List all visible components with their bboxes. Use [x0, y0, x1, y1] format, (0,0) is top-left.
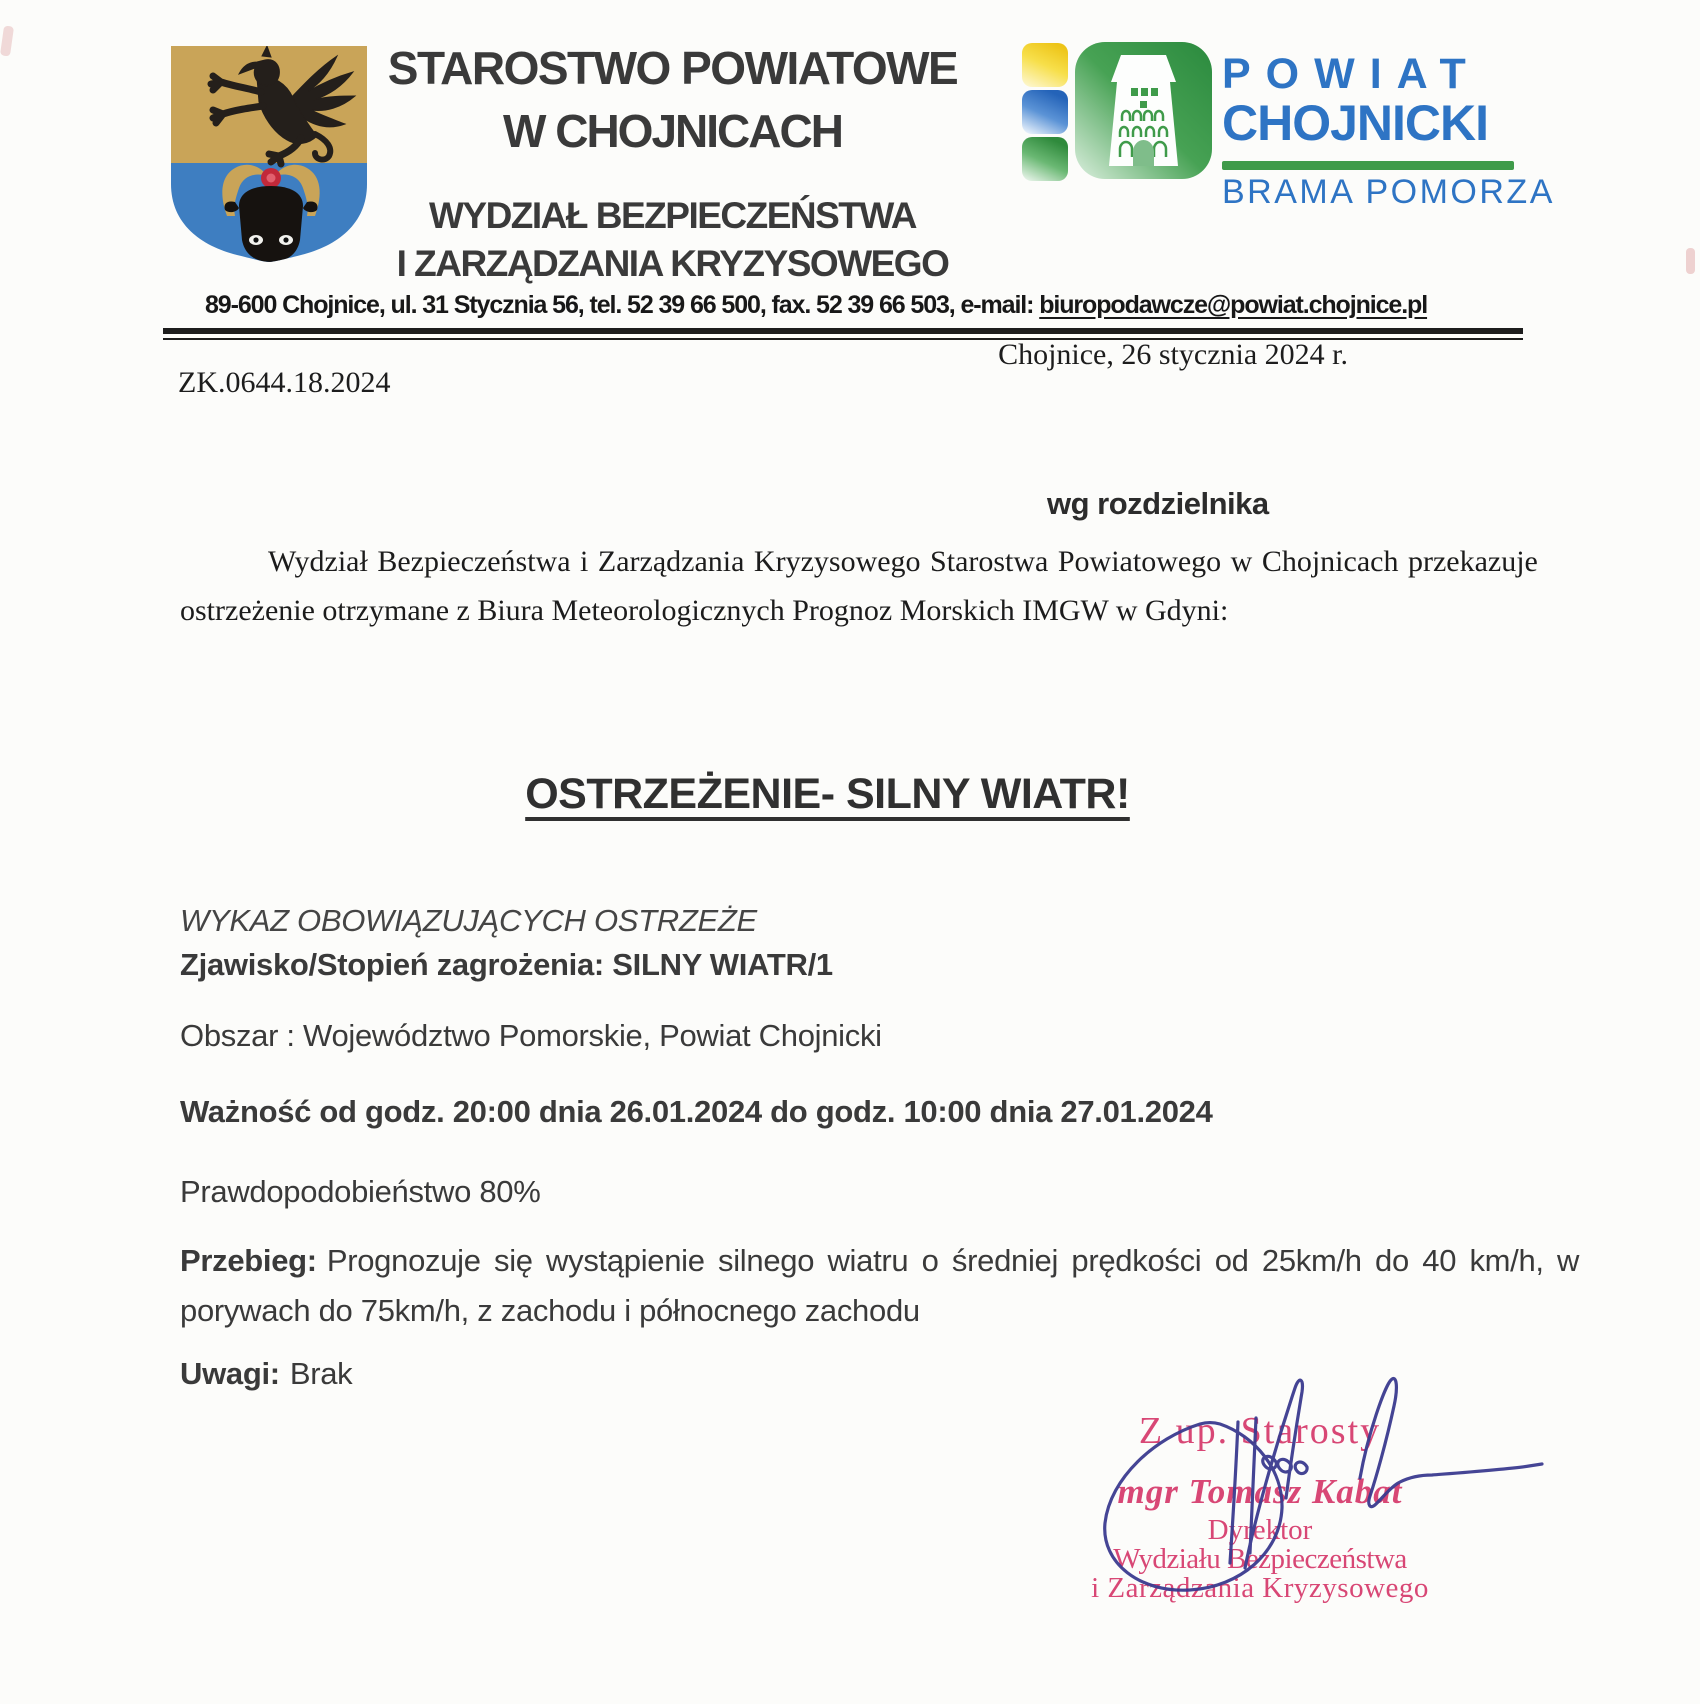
date-line: Chojnice, 26 stycznia 2024 r. [998, 338, 1348, 371]
course-line2: porywach do 75km/h, z zachodu i północnego zachodu [180, 1293, 920, 1328]
logo-name-line2: CHOJNICKI [1222, 95, 1489, 151]
distribution-note: wg rozdzielnika [1047, 486, 1269, 521]
validity-line: Ważność od godz. 20:00 dnia 26.01.2024 do godz. 10:00 dnia 27.01.2024 [180, 1094, 1213, 1129]
green-square-icon [1022, 137, 1068, 181]
email-address: biuropodawcze@powiat.chojnice.pl [1039, 291, 1428, 319]
stamp-position: Dyrektor [1207, 1514, 1313, 1546]
letterhead-titles [385, 42, 960, 284]
stamp-dept-line2: i Zarządzania Kryzysowego [1091, 1572, 1429, 1604]
course-text1: Prognozuje się wystąpienie silnego wiatru o średniej prędkości od 25km/h do 40 km/h, w [326, 1243, 1580, 1278]
logo-color-squares [1022, 43, 1068, 184]
scan-artifact-left [0, 25, 14, 56]
logo-tagline: BRAMA POMORZA [1222, 173, 1555, 211]
warning-list-header: WYKAZ OBOWIĄZUJĄCYCH OSTRZEŻE [180, 903, 757, 938]
yellow-square-icon [1022, 43, 1068, 87]
remarks-label: Uwagi: [180, 1356, 280, 1391]
blue-square-icon [1022, 90, 1068, 134]
course-label: Przebieg: [180, 1243, 317, 1278]
department-line1: WYDZIAŁ BEZPIECZEŃSTWA [428, 195, 917, 236]
coat-of-arms-icon [163, 44, 375, 262]
logo-green-bar [1222, 161, 1514, 170]
signature-icon [1080, 1358, 1600, 1608]
stamp-name: mgr Tomasz Kabat [1117, 1472, 1403, 1511]
warning-title: OSTRZEŻENIE- SILNY WIATR! [525, 770, 1130, 818]
office-name-line1: STAROSTWO POWIATOWE [387, 42, 958, 94]
stamp-dept-line1: Wydziału Bezpieczeństwa [1113, 1543, 1407, 1575]
contact-line [205, 291, 1427, 320]
intro-line2: ostrzeżenie otrzymane z Biura Meteorologicznych Prognoz Morskich IMGW w Gdyni: [180, 594, 1229, 627]
powiat-chojnicki-logo [1022, 41, 1555, 216]
intro-paragraph [180, 537, 1538, 635]
phenomenon-line: Zjawisko/Stopień zagrożenia: SILNY WIATR/1 [180, 947, 833, 982]
course-line1 [180, 1243, 1579, 1279]
office-name-line2: W CHOJNICACH [503, 105, 842, 157]
logo-name-line1: POWIAT [1222, 50, 1481, 98]
department-line2: I ZARZĄDZANIA KRYZYSOWEGO [396, 243, 949, 284]
remarks-line [180, 1356, 352, 1392]
stamp-authorization: Z up. Starosty [1138, 1410, 1382, 1452]
address-text: 89-600 Chojnice, ul. 31 Stycznia 56, tel. 52 39 66 500, fax. 52 39 66 503, e-mail: [205, 291, 1040, 319]
intro-line1: Wydział Bezpieczeństwa i Zarządzania Kryzysowego Starostwa Powiatowego w Chojnicach przekazuje [268, 545, 1538, 578]
gate-tower-icon [1074, 41, 1213, 185]
remarks-text: Brak [289, 1356, 353, 1391]
probability-line: Prawdopodobieństwo 80% [180, 1174, 541, 1209]
reference-number: ZK.0644.18.2024 [178, 366, 391, 399]
logo-wordmark [1222, 50, 1555, 211]
area-line: Obszar : Województwo Pomorskie, Powiat Chojnicki [180, 1018, 882, 1053]
scan-artifact-right [1686, 248, 1695, 274]
